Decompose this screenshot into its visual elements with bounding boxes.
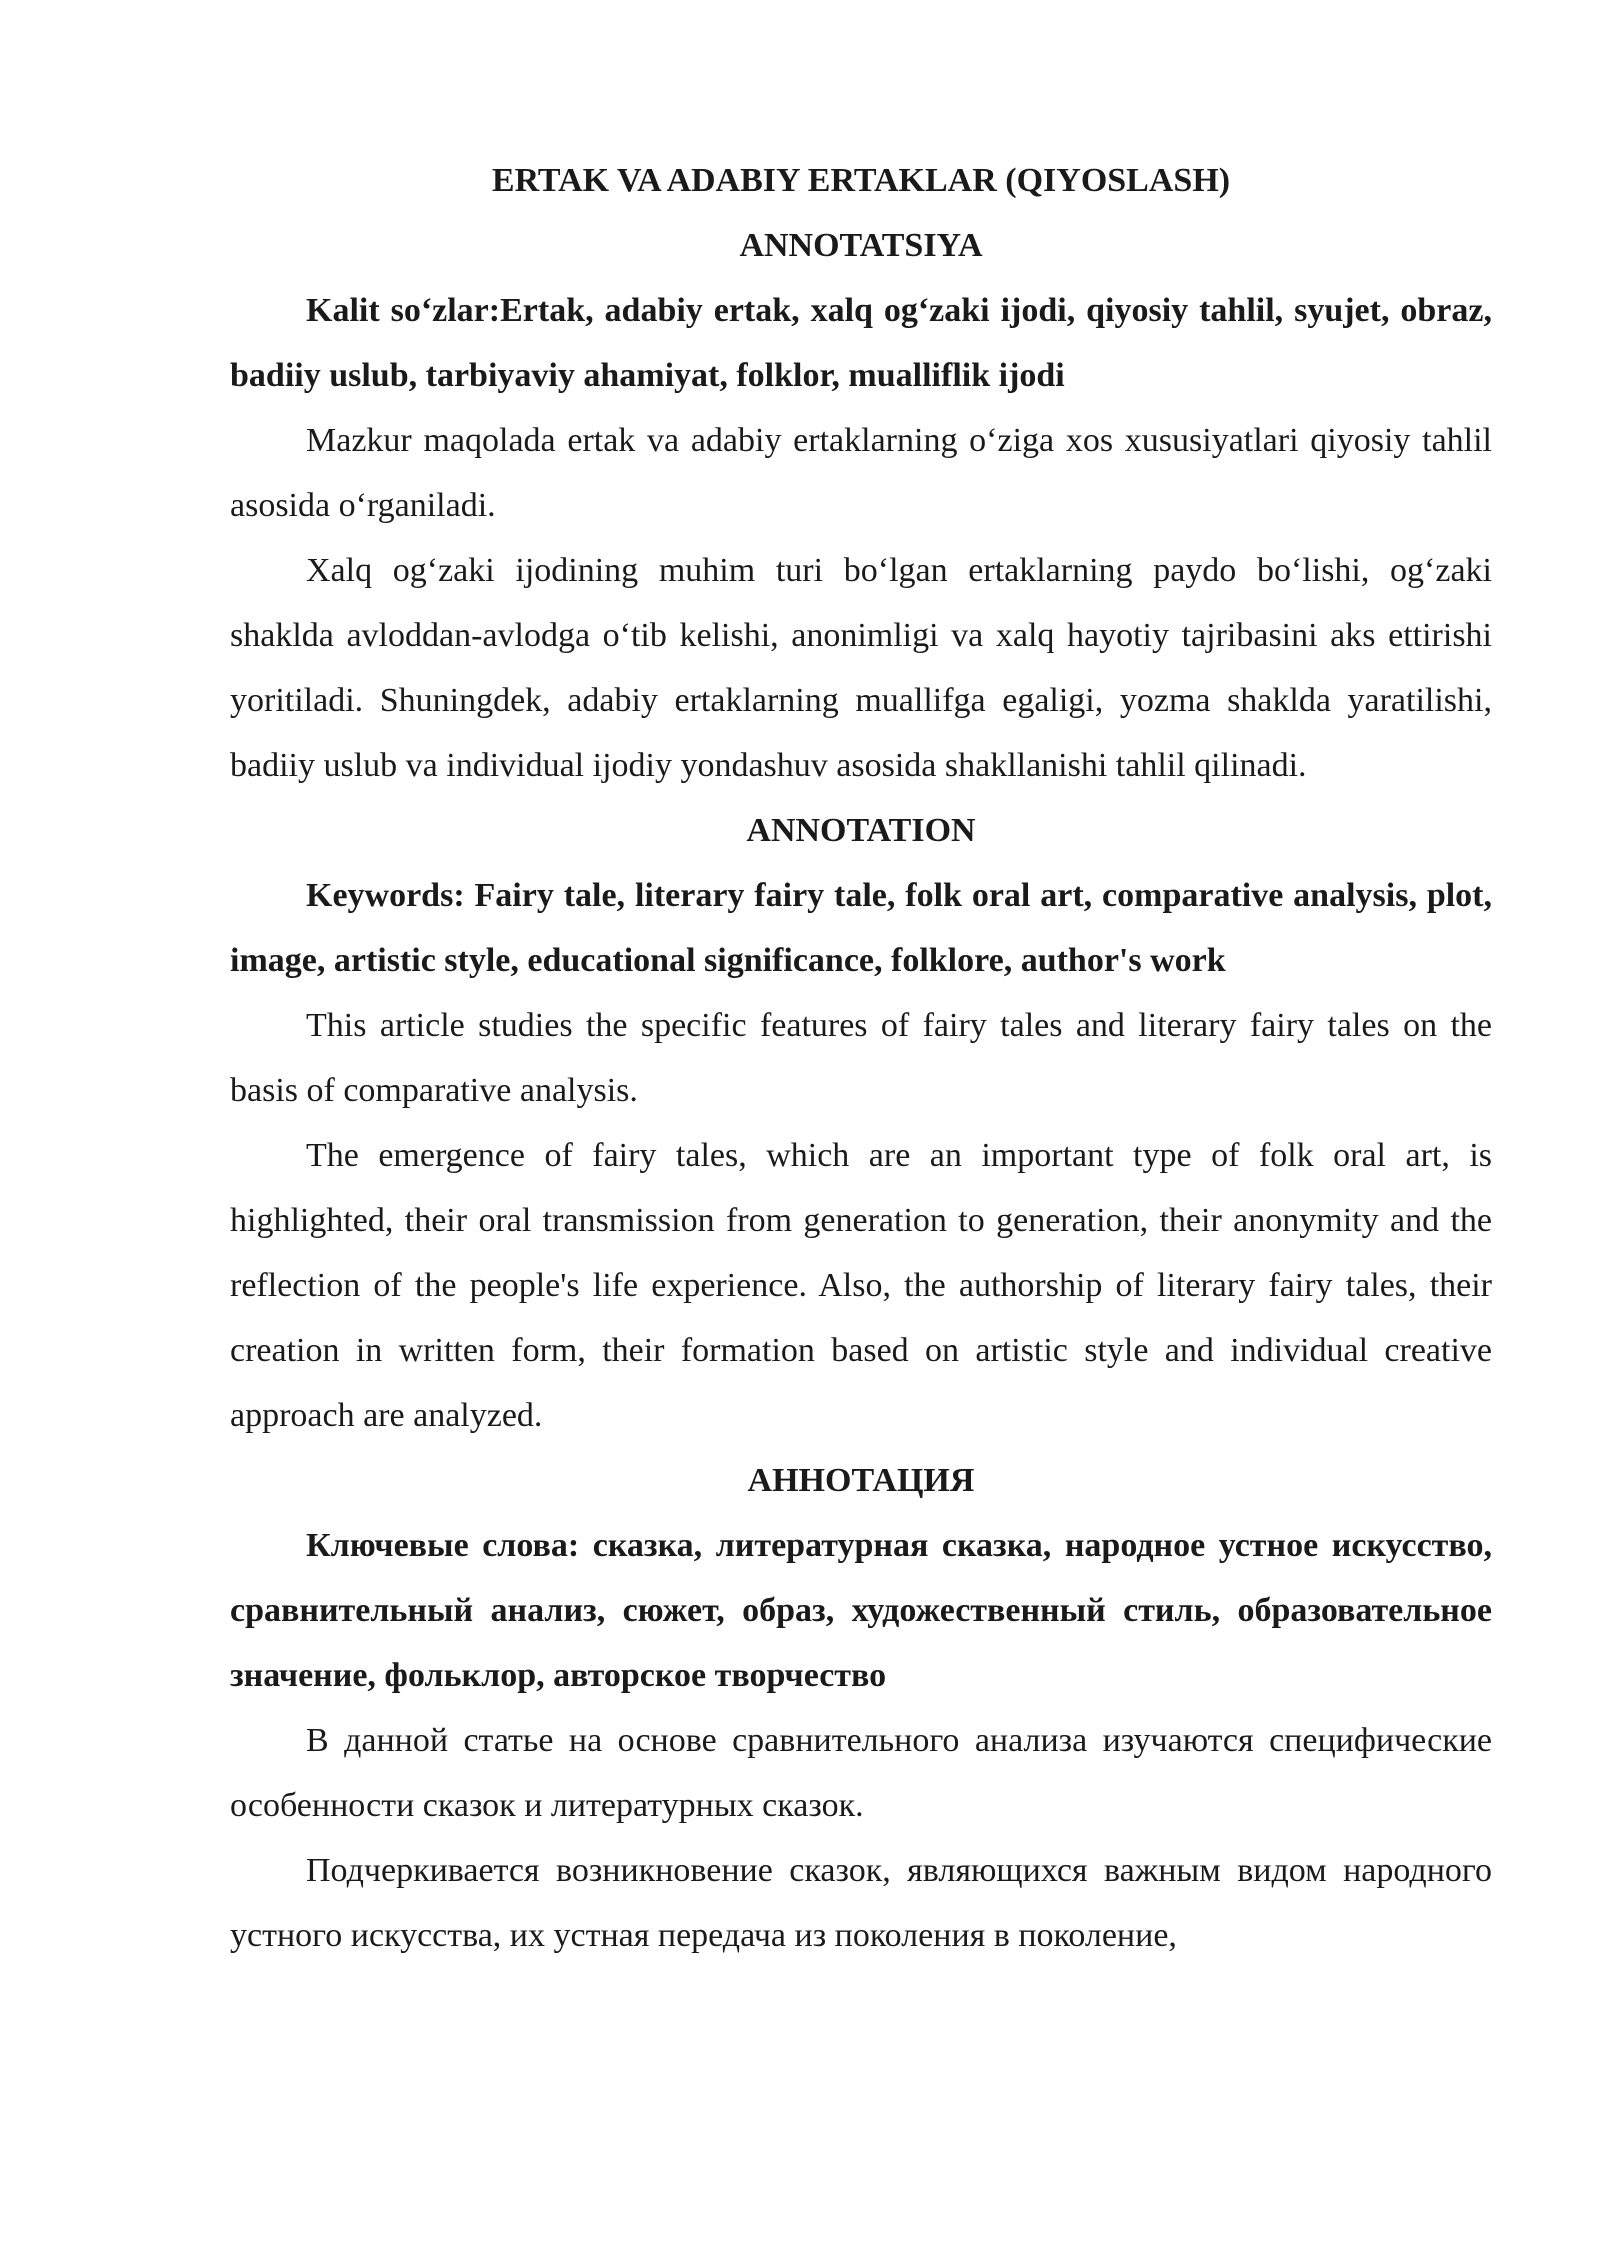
keywords-uz: Kalit so‘zlar:Ertak, adabiy ertak, xalq og‘zaki ijodi, qiyosiy tahlil, syujet, obraz, badiiy uslub, tarbiyaviy ahamiyat, folklor, mualliflik ijodi: [230, 292, 1492, 394]
section-heading-uz: ANNOTATSIYA: [739, 227, 983, 264]
paragraph-ru-1: В данной статье на основе сравнительного анализа изучаются специфические особенности сказок и литературных сказок.: [230, 1722, 1492, 1824]
paragraph-uz-1: Mazkur maqolada ertak va adabiy ertaklarning o‘ziga xos xususiyatlari qiyosiy tahlil asosida o‘rganiladi.: [230, 422, 1492, 524]
paragraph-ru-2: Подчеркивается возникновение сказок, являющихся важным видом народного устного искусства, их устная передача из поколения в поколение,: [230, 1852, 1492, 1954]
document-title: ERTAK VA ADABIY ERTAKLAR (QIYOSLASH): [491, 162, 1231, 199]
section-heading-en: ANNOTATION: [746, 812, 976, 849]
keywords-ru: Ключевые слова: сказка, литературная сказка, народное устное искусство, сравнительный анализ, сюжет, образ, художественный стиль, образовательное значение, фольклор, авторское творчество: [230, 1527, 1492, 1694]
document-page: [230, 148, 1492, 1968]
keywords-en: Keywords: Fairy tale, literary fairy tale, folk oral art, comparative analysis, plot, image, artistic style, educational significance, folklore, author's work: [230, 877, 1492, 979]
section-heading-ru: АННОТАЦИЯ: [747, 1462, 975, 1499]
paragraph-en-2: The emergence of fairy tales, which are an important type of folk oral art, is highlighted, their oral transmission from generation to generation, their anonymity and the reflection of the people's life experience. Also, the authorship of literary fairy tales, their creation in written form, their formation based on artistic style and individual creative approach are analyzed.: [230, 1137, 1492, 1434]
paragraph-en-1: This article studies the specific features of fairy tales and literary fairy tales on the basis of comparative analysis.: [230, 1007, 1492, 1109]
paragraph-uz-2: Xalq og‘zaki ijodining muhim turi bo‘lgan ertaklarning paydo bo‘lishi, og‘zaki shaklda avloddan-avlodga o‘tib kelishi, anonimligi va xalq hayotiy tajribasini aks ettirishi yoritiladi. Shuningdek, adabiy ertaklarning muallifga egaligi, yozma shaklda yaratilishi, badiiy uslub va individual ijodiy yondashuv asosida shakllanishi tahlil qilinadi.: [230, 552, 1492, 784]
